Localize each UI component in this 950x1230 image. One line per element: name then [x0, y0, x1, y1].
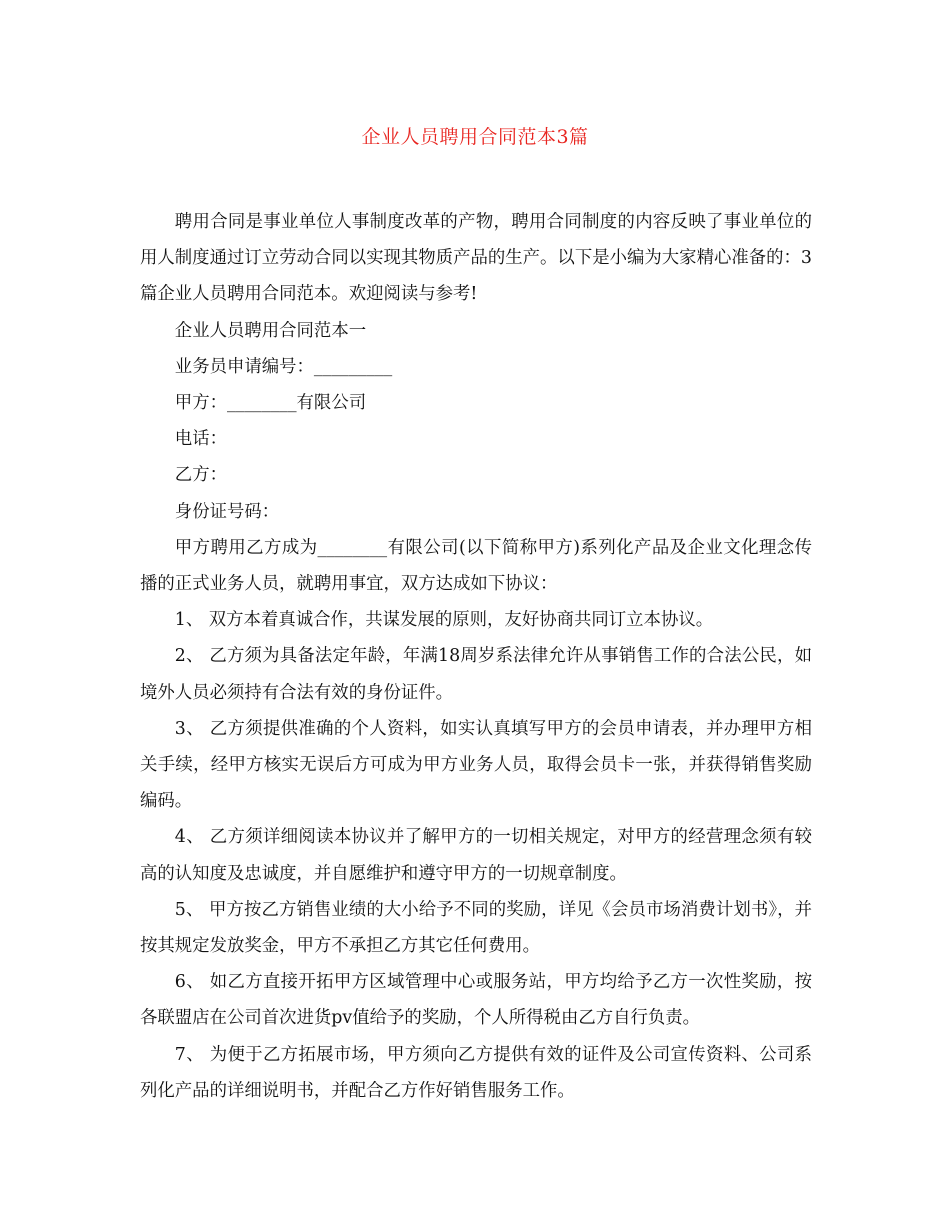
paragraph-clause-6: 6、 如乙方直接开拓甲方区域管理中心或服务站，甲方均给予乙方一次性奖励，按各联盟店在公司首次进货pv值给予的奖励，个人所得税由乙方自行负责。: [140, 972, 812, 1029]
document-body: [140, 204, 812, 1109]
paragraph-clause-5: 5、 甲方按乙方销售业绩的大小给予不同的奖励，详见《会员市场消费计划书》，并按其规定发放奖金，甲方不承担乙方其它任何费用。: [140, 899, 812, 957]
paragraph-party-a: 甲方：________有限公司: [174, 393, 367, 414]
paragraph-phone: 电话：: [174, 429, 227, 450]
paragraph-party-b: 乙方：: [174, 465, 227, 486]
paragraph-intro: 聘用合同是事业单位人事制度改革的产物，聘用合同制度的内容反映了事业单位的用人制度通过订立劳动合同以实现其物质产品的生产。以下是小编为大家精心准备的：3篇企业人员聘用合同范本。欢迎阅读与参考!: [140, 212, 812, 305]
paragraph-preamble: 甲方聘用乙方成为________有限公司(以下简称甲方)系列化产品及企业文化理念传播的正式业务人员，就聘用事宜，双方达成如下协议：: [140, 537, 812, 595]
paragraph-clause-7: 7、 为便于乙方拓展市场，甲方须向乙方提供有效的证件及公司宣传资料、公司系列化产品的详细说明书，并配合乙方作好销售服务工作。: [140, 1044, 812, 1101]
document-title: 企业人员聘用合同范本3篇: [361, 126, 589, 148]
paragraph-application-number: 业务员申请编号：_________: [174, 356, 393, 377]
paragraph-clause-2: 2、 乙方须为具备法定年龄，年满18周岁系法律允许从事销售工作的合法公民，如境外人员必须持有合法有效的身份证件。: [140, 646, 812, 703]
paragraph-clause-3: 3、 乙方须提供准确的个人资料，如实认真填写甲方的会员申请表，并办理甲方相关手续，经甲方核实无误后方可成为甲方业务人员，取得会员卡一张，并获得销售奖励编码。: [140, 718, 812, 812]
paragraph-clause-1: 1、 双方本着真诚合作，共谋发展的原则，友好协商共同订立本协议。: [174, 610, 714, 631]
paragraph-clause-4: 4、 乙方须详细阅读本协议并了解甲方的一切相关规定，对甲方的经营理念须有较高的认知度及忠诚度，并自愿维护和遵守甲方的一切规章制度。: [140, 827, 812, 884]
paragraph-section-heading: 企业人员聘用合同范本一: [174, 320, 367, 341]
paragraph-id-number: 身份证号码：: [174, 501, 280, 522]
